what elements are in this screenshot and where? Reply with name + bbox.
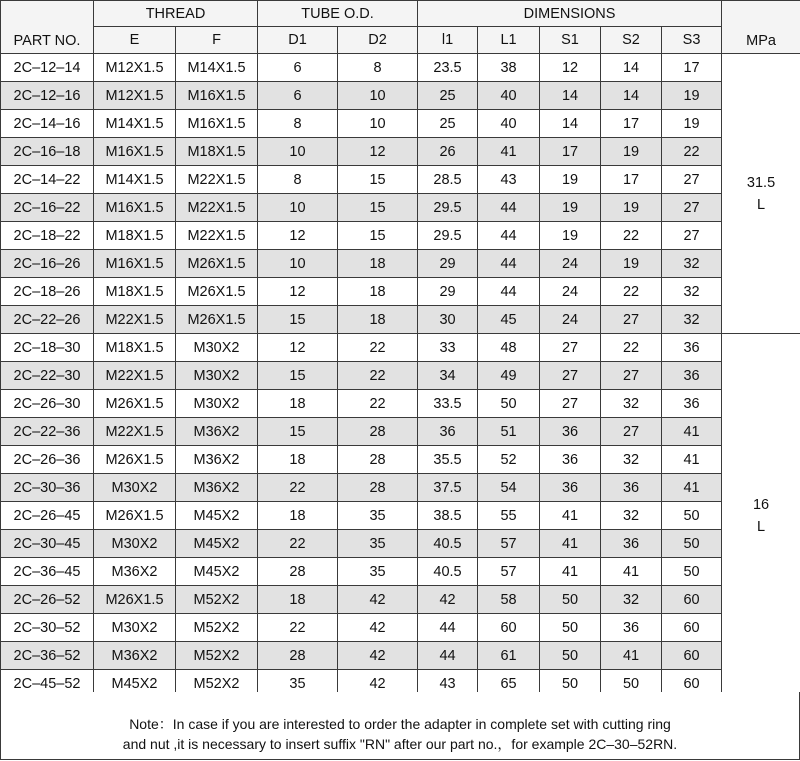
- part-no-cell: 2C–36–45: [1, 558, 94, 586]
- dim-s1-cell: 19: [540, 166, 601, 194]
- table-row: [1, 138, 800, 166]
- dim-s3-cell: 19: [662, 110, 722, 138]
- thread-e-cell: M22X1.5: [94, 418, 176, 446]
- part-no-cell: 2C–45–52: [1, 670, 94, 698]
- thread-f-cell: M16X1.5: [176, 110, 258, 138]
- sub-header-e: E: [94, 27, 176, 54]
- part-no-cell: 2C–26–52: [1, 586, 94, 614]
- thread-f-cell: M22X1.5: [176, 222, 258, 250]
- tube-d2-cell: 10: [338, 110, 418, 138]
- dim-s3-cell: 32: [662, 250, 722, 278]
- dim-l1-small-cell: 23.5: [418, 54, 478, 82]
- dim-s1-cell: 12: [540, 54, 601, 82]
- table-row: [1, 82, 800, 110]
- tube-d2-cell: 42: [338, 614, 418, 642]
- tube-od-header: TUBE O.D.: [258, 1, 418, 27]
- dim-s3-cell: 41: [662, 474, 722, 502]
- dim-l1-cell: 40: [478, 110, 540, 138]
- sub-header-l1: L1: [478, 27, 540, 54]
- dim-s2-cell: 32: [601, 586, 662, 614]
- dim-s2-cell: 32: [601, 390, 662, 418]
- dim-s2-cell: 14: [601, 82, 662, 110]
- part-no-cell: 2C–22–26: [1, 306, 94, 334]
- table-row: [1, 502, 800, 530]
- tube-d2-cell: 12: [338, 138, 418, 166]
- mpa-series: L: [757, 518, 766, 535]
- dim-s1-cell: 27: [540, 334, 601, 362]
- part-no-cell: 2C–14–22: [1, 166, 94, 194]
- dim-s1-cell: 41: [540, 530, 601, 558]
- thread-e-cell: M26X1.5: [94, 502, 176, 530]
- thread-f-cell: M45X2: [176, 558, 258, 586]
- dim-l1-cell: 44: [478, 194, 540, 222]
- mpa-pressure-cell: [722, 334, 800, 698]
- dim-s2-cell: 22: [601, 222, 662, 250]
- tube-d2-cell: 42: [338, 642, 418, 670]
- dim-s2-cell: 14: [601, 54, 662, 82]
- header-row-top: [1, 1, 800, 27]
- tube-d2-cell: 18: [338, 278, 418, 306]
- thread-e-cell: M36X2: [94, 558, 176, 586]
- dim-l1-cell: 52: [478, 446, 540, 474]
- tube-d2-cell: 18: [338, 306, 418, 334]
- tube-d2-cell: 35: [338, 530, 418, 558]
- part-no-cell: 2C–18–26: [1, 278, 94, 306]
- part-no-cell: 2C–36–52: [1, 642, 94, 670]
- table-row: [1, 222, 800, 250]
- part-no-cell: 2C–18–22: [1, 222, 94, 250]
- part-no-cell: 2C–26–45: [1, 502, 94, 530]
- part-no-cell: 2C–22–36: [1, 418, 94, 446]
- dim-s1-cell: 36: [540, 474, 601, 502]
- part-no-cell: 2C–16–22: [1, 194, 94, 222]
- thread-f-cell: M30X2: [176, 390, 258, 418]
- thread-f-cell: M36X2: [176, 474, 258, 502]
- thread-e-cell: M26X1.5: [94, 390, 176, 418]
- dim-s1-cell: 36: [540, 446, 601, 474]
- dim-s1-cell: 41: [540, 502, 601, 530]
- part-no-cell: 2C–12–16: [1, 82, 94, 110]
- tube-d1-cell: 12: [258, 222, 338, 250]
- tube-d2-cell: 42: [338, 670, 418, 698]
- table-row: [1, 474, 800, 502]
- tube-d1-cell: 15: [258, 418, 338, 446]
- tube-d2-cell: 18: [338, 250, 418, 278]
- part-no-cell: 2C–12–14: [1, 54, 94, 82]
- dim-l1-small-cell: 37.5: [418, 474, 478, 502]
- dim-s3-cell: 50: [662, 558, 722, 586]
- dim-s3-cell: 50: [662, 502, 722, 530]
- tube-d1-cell: 10: [258, 138, 338, 166]
- dim-l1-small-cell: 40.5: [418, 558, 478, 586]
- dim-s1-cell: 36: [540, 418, 601, 446]
- tube-d2-cell: 28: [338, 418, 418, 446]
- dim-l1-small-cell: 29.5: [418, 222, 478, 250]
- dim-l1-small-cell: 38.5: [418, 502, 478, 530]
- dim-l1-small-cell: 29: [418, 278, 478, 306]
- thread-f-cell: M14X1.5: [176, 54, 258, 82]
- dim-s3-cell: 41: [662, 418, 722, 446]
- dim-l1-small-cell: 44: [418, 642, 478, 670]
- tube-d1-cell: 28: [258, 642, 338, 670]
- thread-e-cell: M16X1.5: [94, 250, 176, 278]
- dim-l1-small-cell: 33: [418, 334, 478, 362]
- dim-l1-cell: 44: [478, 250, 540, 278]
- dim-s3-cell: 60: [662, 614, 722, 642]
- dim-s2-cell: 17: [601, 166, 662, 194]
- thread-e-cell: M30X2: [94, 614, 176, 642]
- dim-s1-cell: 50: [540, 614, 601, 642]
- part-no-cell: 2C–30–45: [1, 530, 94, 558]
- table-body: [1, 54, 800, 698]
- tube-d1-cell: 8: [258, 110, 338, 138]
- table-row: [1, 306, 800, 334]
- dim-s2-cell: 17: [601, 110, 662, 138]
- tube-d1-cell: 12: [258, 278, 338, 306]
- table-row: [1, 250, 800, 278]
- tube-d1-cell: 35: [258, 670, 338, 698]
- part-no-cell: 2C–16–18: [1, 138, 94, 166]
- dim-l1-cell: 54: [478, 474, 540, 502]
- thread-e-cell: M22X1.5: [94, 306, 176, 334]
- table-row: [1, 362, 800, 390]
- tube-d1-cell: 28: [258, 558, 338, 586]
- tube-d1-cell: 10: [258, 194, 338, 222]
- thread-f-cell: M45X2: [176, 502, 258, 530]
- tube-d2-cell: 35: [338, 558, 418, 586]
- mpa-header: MPa: [722, 1, 800, 54]
- dim-l1-small-cell: 42: [418, 586, 478, 614]
- thread-e-cell: M36X2: [94, 642, 176, 670]
- thread-f-cell: M52X2: [176, 642, 258, 670]
- thread-e-cell: M18X1.5: [94, 334, 176, 362]
- sub-header-l1-small: l1: [418, 27, 478, 54]
- dim-l1-small-cell: 34: [418, 362, 478, 390]
- table-row: [1, 194, 800, 222]
- dim-s3-cell: 19: [662, 82, 722, 110]
- part-no-cell: 2C–30–36: [1, 474, 94, 502]
- footnote-text: [1, 714, 799, 754]
- dim-l1-cell: 40: [478, 82, 540, 110]
- dim-l1-cell: 61: [478, 642, 540, 670]
- table-row: [1, 418, 800, 446]
- table-row: [1, 166, 800, 194]
- dim-s3-cell: 27: [662, 222, 722, 250]
- thread-e-cell: M45X2: [94, 670, 176, 698]
- dim-l1-small-cell: 28.5: [418, 166, 478, 194]
- thread-f-cell: M36X2: [176, 446, 258, 474]
- thread-f-cell: M52X2: [176, 586, 258, 614]
- thread-e-cell: M14X1.5: [94, 110, 176, 138]
- tube-d1-cell: 18: [258, 390, 338, 418]
- dim-l1-small-cell: 35.5: [418, 446, 478, 474]
- dim-s3-cell: 50: [662, 530, 722, 558]
- thread-f-cell: M45X2: [176, 530, 258, 558]
- dim-s2-cell: 36: [601, 530, 662, 558]
- part-no-cell: 2C–30–52: [1, 614, 94, 642]
- dim-l1-small-cell: 40.5: [418, 530, 478, 558]
- thread-f-cell: M30X2: [176, 334, 258, 362]
- tube-d1-cell: 12: [258, 334, 338, 362]
- footnote-line-1: Note：In case if you are interested to order the adapter in complete set with cutting ring: [129, 716, 671, 732]
- dim-l1-cell: 45: [478, 306, 540, 334]
- dim-l1-small-cell: 43: [418, 670, 478, 698]
- tube-d2-cell: 10: [338, 82, 418, 110]
- dim-l1-small-cell: 44: [418, 614, 478, 642]
- tube-d1-cell: 10: [258, 250, 338, 278]
- dim-s2-cell: 19: [601, 250, 662, 278]
- tube-d2-cell: 28: [338, 446, 418, 474]
- dim-l1-cell: 44: [478, 278, 540, 306]
- dim-s1-cell: 19: [540, 222, 601, 250]
- tube-d1-cell: 15: [258, 362, 338, 390]
- thread-e-cell: M16X1.5: [94, 194, 176, 222]
- thread-f-cell: M26X1.5: [176, 250, 258, 278]
- dim-s1-cell: 27: [540, 362, 601, 390]
- dim-s3-cell: 41: [662, 446, 722, 474]
- dim-l1-cell: 58: [478, 586, 540, 614]
- thread-f-cell: M30X2: [176, 362, 258, 390]
- table-row: [1, 110, 800, 138]
- part-no-cell: 2C–26–30: [1, 390, 94, 418]
- thread-f-cell: M16X1.5: [176, 82, 258, 110]
- thread-e-cell: M14X1.5: [94, 166, 176, 194]
- mpa-series: L: [757, 196, 766, 213]
- table-row: [1, 54, 800, 82]
- dim-s1-cell: 14: [540, 110, 601, 138]
- thread-header: THREAD: [94, 1, 258, 27]
- thread-e-cell: M18X1.5: [94, 222, 176, 250]
- thread-f-cell: M22X1.5: [176, 166, 258, 194]
- tube-d2-cell: 15: [338, 222, 418, 250]
- part-no-header: PART NO.: [1, 1, 94, 54]
- dim-l1-small-cell: 25: [418, 82, 478, 110]
- dim-s2-cell: 32: [601, 502, 662, 530]
- thread-f-cell: M26X1.5: [176, 306, 258, 334]
- table-row: [1, 530, 800, 558]
- part-no-cell: 2C–16–26: [1, 250, 94, 278]
- tube-d2-cell: 15: [338, 194, 418, 222]
- footnote-line-2: and nut ,it is necessary to insert suffix "RN" after our part no.，for example 2C–30–52RN.: [122, 736, 678, 752]
- tube-d1-cell: 6: [258, 82, 338, 110]
- table-row: [1, 642, 800, 670]
- tube-d1-cell: 18: [258, 502, 338, 530]
- thread-f-cell: M36X2: [176, 418, 258, 446]
- mpa-value: 31.5: [746, 174, 776, 191]
- dim-s2-cell: 22: [601, 334, 662, 362]
- table-row: [1, 558, 800, 586]
- dim-s1-cell: 27: [540, 390, 601, 418]
- header-row-sub: [1, 27, 800, 54]
- dim-s2-cell: 27: [601, 362, 662, 390]
- tube-d1-cell: 6: [258, 54, 338, 82]
- dim-s1-cell: 24: [540, 278, 601, 306]
- dim-l1-small-cell: 29.5: [418, 194, 478, 222]
- dim-l1-cell: 65: [478, 670, 540, 698]
- tube-d1-cell: 22: [258, 530, 338, 558]
- tube-d1-cell: 8: [258, 166, 338, 194]
- dimensions-header: DIMENSIONS: [418, 1, 722, 27]
- tube-d2-cell: 22: [338, 334, 418, 362]
- tube-d2-cell: 22: [338, 362, 418, 390]
- thread-f-cell: M52X2: [176, 670, 258, 698]
- dim-s2-cell: 27: [601, 418, 662, 446]
- dim-s2-cell: 32: [601, 446, 662, 474]
- dim-s3-cell: 36: [662, 390, 722, 418]
- thread-e-cell: M12X1.5: [94, 54, 176, 82]
- mpa-value: 16: [752, 496, 770, 513]
- dim-l1-small-cell: 29: [418, 250, 478, 278]
- dim-l1-small-cell: 33.5: [418, 390, 478, 418]
- tube-d1-cell: 15: [258, 306, 338, 334]
- sub-header-s3: S3: [662, 27, 722, 54]
- thread-e-cell: M26X1.5: [94, 586, 176, 614]
- part-no-cell: 2C–14–16: [1, 110, 94, 138]
- dim-s3-cell: 32: [662, 278, 722, 306]
- sub-header-f: F: [176, 27, 258, 54]
- thread-e-cell: M30X2: [94, 530, 176, 558]
- dim-s1-cell: 19: [540, 194, 601, 222]
- table-row: [1, 278, 800, 306]
- tube-d2-cell: 35: [338, 502, 418, 530]
- dim-l1-small-cell: 25: [418, 110, 478, 138]
- dim-s1-cell: 50: [540, 670, 601, 698]
- dim-s2-cell: 19: [601, 194, 662, 222]
- dim-s3-cell: 27: [662, 194, 722, 222]
- dim-s3-cell: 60: [662, 586, 722, 614]
- dim-s1-cell: 14: [540, 82, 601, 110]
- tube-d2-cell: 42: [338, 586, 418, 614]
- thread-e-cell: M18X1.5: [94, 278, 176, 306]
- tube-d2-cell: 28: [338, 474, 418, 502]
- dim-l1-small-cell: 30: [418, 306, 478, 334]
- table-row: [1, 390, 800, 418]
- dim-l1-cell: 55: [478, 502, 540, 530]
- tube-d2-cell: 22: [338, 390, 418, 418]
- dim-s3-cell: 60: [662, 670, 722, 698]
- dim-s3-cell: 36: [662, 362, 722, 390]
- table-row: [1, 446, 800, 474]
- thread-f-cell: M18X1.5: [176, 138, 258, 166]
- thread-e-cell: M12X1.5: [94, 82, 176, 110]
- sub-header-d2: D2: [338, 27, 418, 54]
- table-row: [1, 586, 800, 614]
- part-no-cell: 2C–22–30: [1, 362, 94, 390]
- thread-f-cell: M52X2: [176, 614, 258, 642]
- dim-l1-cell: 57: [478, 530, 540, 558]
- tube-d1-cell: 22: [258, 614, 338, 642]
- sub-header-d1: D1: [258, 27, 338, 54]
- dim-s2-cell: 41: [601, 558, 662, 586]
- dim-l1-cell: 50: [478, 390, 540, 418]
- dim-s2-cell: 36: [601, 474, 662, 502]
- dim-s3-cell: 27: [662, 166, 722, 194]
- dim-s3-cell: 60: [662, 642, 722, 670]
- dim-l1-cell: 57: [478, 558, 540, 586]
- tube-d1-cell: 18: [258, 446, 338, 474]
- dim-s1-cell: 50: [540, 642, 601, 670]
- table-row: [1, 334, 800, 362]
- dim-l1-small-cell: 36: [418, 418, 478, 446]
- thread-e-cell: M16X1.5: [94, 138, 176, 166]
- thread-f-cell: M26X1.5: [176, 278, 258, 306]
- dim-s1-cell: 24: [540, 306, 601, 334]
- dim-s2-cell: 50: [601, 670, 662, 698]
- dim-s1-cell: 50: [540, 586, 601, 614]
- dim-s3-cell: 17: [662, 54, 722, 82]
- dim-s2-cell: 27: [601, 306, 662, 334]
- dim-s2-cell: 19: [601, 138, 662, 166]
- dim-l1-cell: 51: [478, 418, 540, 446]
- dim-l1-small-cell: 26: [418, 138, 478, 166]
- tube-d2-cell: 8: [338, 54, 418, 82]
- dim-s3-cell: 36: [662, 334, 722, 362]
- table-row: [1, 614, 800, 642]
- dim-l1-cell: 60: [478, 614, 540, 642]
- thread-f-cell: M22X1.5: [176, 194, 258, 222]
- dim-l1-cell: 41: [478, 138, 540, 166]
- thread-e-cell: M22X1.5: [94, 362, 176, 390]
- dim-l1-cell: 48: [478, 334, 540, 362]
- sub-header-s1: S1: [540, 27, 601, 54]
- dim-l1-cell: 49: [478, 362, 540, 390]
- footnote-box: [0, 692, 800, 760]
- dim-l1-cell: 38: [478, 54, 540, 82]
- dim-l1-cell: 43: [478, 166, 540, 194]
- dim-s2-cell: 36: [601, 614, 662, 642]
- part-no-cell: 2C–26–36: [1, 446, 94, 474]
- dim-s2-cell: 22: [601, 278, 662, 306]
- dim-s2-cell: 41: [601, 642, 662, 670]
- thread-e-cell: M26X1.5: [94, 446, 176, 474]
- dim-s1-cell: 17: [540, 138, 601, 166]
- tube-d1-cell: 18: [258, 586, 338, 614]
- dim-s3-cell: 32: [662, 306, 722, 334]
- dim-l1-cell: 44: [478, 222, 540, 250]
- sub-header-s2: S2: [601, 27, 662, 54]
- tube-d2-cell: 15: [338, 166, 418, 194]
- thread-e-cell: M30X2: [94, 474, 176, 502]
- dim-s1-cell: 41: [540, 558, 601, 586]
- part-no-cell: 2C–18–30: [1, 334, 94, 362]
- mpa-pressure-cell: [722, 54, 800, 334]
- dim-s3-cell: 22: [662, 138, 722, 166]
- dim-s1-cell: 24: [540, 250, 601, 278]
- tube-d1-cell: 22: [258, 474, 338, 502]
